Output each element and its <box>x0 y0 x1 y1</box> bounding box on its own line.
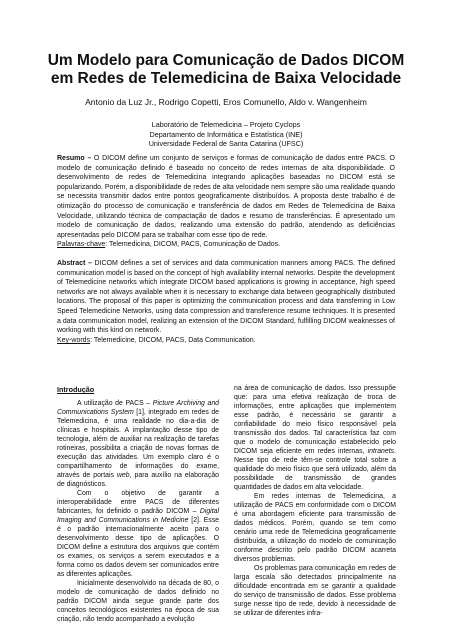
web-term: web <box>116 471 130 479</box>
dicom-expansion: Digital Imaging and Communications in Medicine <box>57 507 219 524</box>
intro-paragraph-2 <box>57 490 219 580</box>
key-words <box>57 336 395 346</box>
affiliation-department: Departamento de Informática e Estatística (INE) <box>149 129 303 139</box>
pacs-expansion: Picture Archiving and Communications System <box>57 399 219 416</box>
text-run: Com o objetivo de garantir a interoperabilidade entre PACS de diferentes fabricantes, foi definido o padrão DICOM – <box>57 489 219 515</box>
intro-paragraph-5: Os problemas para comunicação em redes de larga escala são detectados principalmente na dificuldade encontrada em se garantir a qualidade do serviço de transmissão de dados. Esse problema surge nesse tipo de rede, devido à necessidade de se utilizar de diferentes infra- <box>234 564 396 617</box>
text-run: [2]. Esse é o padrão internacionalmente aceito para o desenvolvimento desse tipo de aplicações. O DICOM define a estrutura dos arquivos que contém os exames, os serviços a serem executados e a forma como os dados devem ser comunicados entre as diferentes aplicações. <box>57 516 219 578</box>
paper-title-line-1: Um Modelo para Comunicação de Dados DICOM <box>47 52 405 69</box>
left-column <box>57 385 219 625</box>
intro-paragraph-3: Inicialmente desenvolvido na década de 80, o modelo de comunicação de dados definido no padrão DICOM ainda segue grande parte dos conceitos tecnológicos existentes na época de sua criação, não tendo acompanhado a evolução <box>57 579 219 623</box>
text-run: [1], integrado em redes de Telemedicina, é uma realidade no dia-a-dia de clínicas e hospitais. A implantação desse tipo de tecnologia, além de auxiliar na realização de tarefas rotineiras, possibilita a criação de novas formas de execução das atividades. Um exemplo claro é o compartilhamento de informações do exame, através de portais <box>57 408 219 479</box>
key-words-text: : Telemedicine, DICOM, PACS, Data Communication. <box>90 337 256 344</box>
section-heading-introducao: Introdução <box>57 385 95 394</box>
key-words-label: Key-words <box>57 337 91 344</box>
resumo-paragraph <box>57 154 395 240</box>
intranets-term: intranets <box>367 447 395 455</box>
paper-title <box>20 52 432 88</box>
right-column <box>234 385 396 619</box>
intro-paragraph-1 <box>57 400 219 490</box>
authors: Antonio da Luz Jr., Rodrigo Copetti, Eros Comunello, Aldo v. Wangenheim <box>85 97 367 107</box>
palavras-chave-label: Palavras-chave <box>57 241 106 248</box>
palavras-chave-text: : Telemedicina, DICOM, PACS, Comunicação de Dados. <box>105 241 281 248</box>
affiliation <box>20 120 432 149</box>
abstract-paragraph <box>57 259 395 336</box>
abstract-text: DICOM defines a set of services and data communication manners among PACS. The defined communication model is based on the concept of high availability internal networks. Despite the development of Telemedicine networks which integrate DICOM based applications is growing in acceptance, high speed networks are not always available when it is necessary to exchange data between geographically distributed locations. The proposal of this paper is optimizing the communication process and data transferring in Low Speed Telemedicine Networks, using data compression and transference resume techniques. It is presented a data communication model, realizing an extension of the DICOM Standard, fulfilling DICOM weaknesses of working with this kind on network. <box>57 260 396 335</box>
paper-title-line-2: em Redes de Telemedicina de Baixa Velocidade <box>50 70 402 87</box>
resumo-label: Resumo – <box>57 155 92 162</box>
text-run: . Nesse tipo de rede têm-se controle total sobre a qualidade do meio físico que será utilizado, além da possibilidade de transmissão de grandes quantidades de dados em alta velocidade. <box>234 447 396 491</box>
resumo-text: O DICOM define um conjunto de serviços e formas de comunicação de dados entre PACS. O modelo de comunicação definido é baseado no conceito de redes internas de alta disponibilidade. O desenvolvimento de redes de Telemedicina integrando aplicações baseadas no DICOM está se popularizando. Porém, a disponibilidade de redes de alta velocidade nem sempre são uma realidade quando se necessita transmitir dados entre pontos geograficamente distribuídos. A proposta deste trabalho é de otimização do processo de comunicação e transferência de dados em Redes de Telemedicina de Baixa Velocidade, utilizando técnica de compactação de dados e resumo de transferências. É apresentado um modelo de comunicação de dados, realizando uma extensão do padrão, atendendo as deficiências apresentadas pelo DICOM para se trabalhar com esse tipo de rede. <box>57 155 395 239</box>
intro-paragraph-3-continued <box>234 385 396 493</box>
abstract-label: Abstract – <box>57 260 92 267</box>
text-run: A utilização de PACS – <box>77 399 153 407</box>
text-run: , para auxílio na elaboração de diagnósticos. <box>57 471 220 488</box>
intro-paragraph-4: Em redes internas de Telemedicina, a utilização de PACS em conformidade com o DICOM é uma abordagem eficiente para transmissão de dados médicos. Porém, quando se tem como cenário uma rede de Telemedicina geograficamente distribuída, a utilização do modelo de comunicação conforme descrito pelo padrão DICOM acarreta diversos problemas. <box>234 492 396 563</box>
palavras-chave <box>57 240 395 250</box>
text-run: na área de comunicação de dados. Isso pressupõe que: para uma efetiva realização de troca de informações, entre aplicações que implementem esse padrão, é necessário se garantir a confiabilidade do meio físico responsável pela transmissão dos dados. Tal característica faz com que o modelo de comunicação estabelecido pelo DICOM seja eficiente em redes internas, <box>234 385 396 455</box>
affiliation-lab: Laboratório de Telemedicina – Projeto Cyclops <box>151 120 301 129</box>
affiliation-university: Universidade Federal de Santa Catarina (UFSC) <box>148 139 304 149</box>
